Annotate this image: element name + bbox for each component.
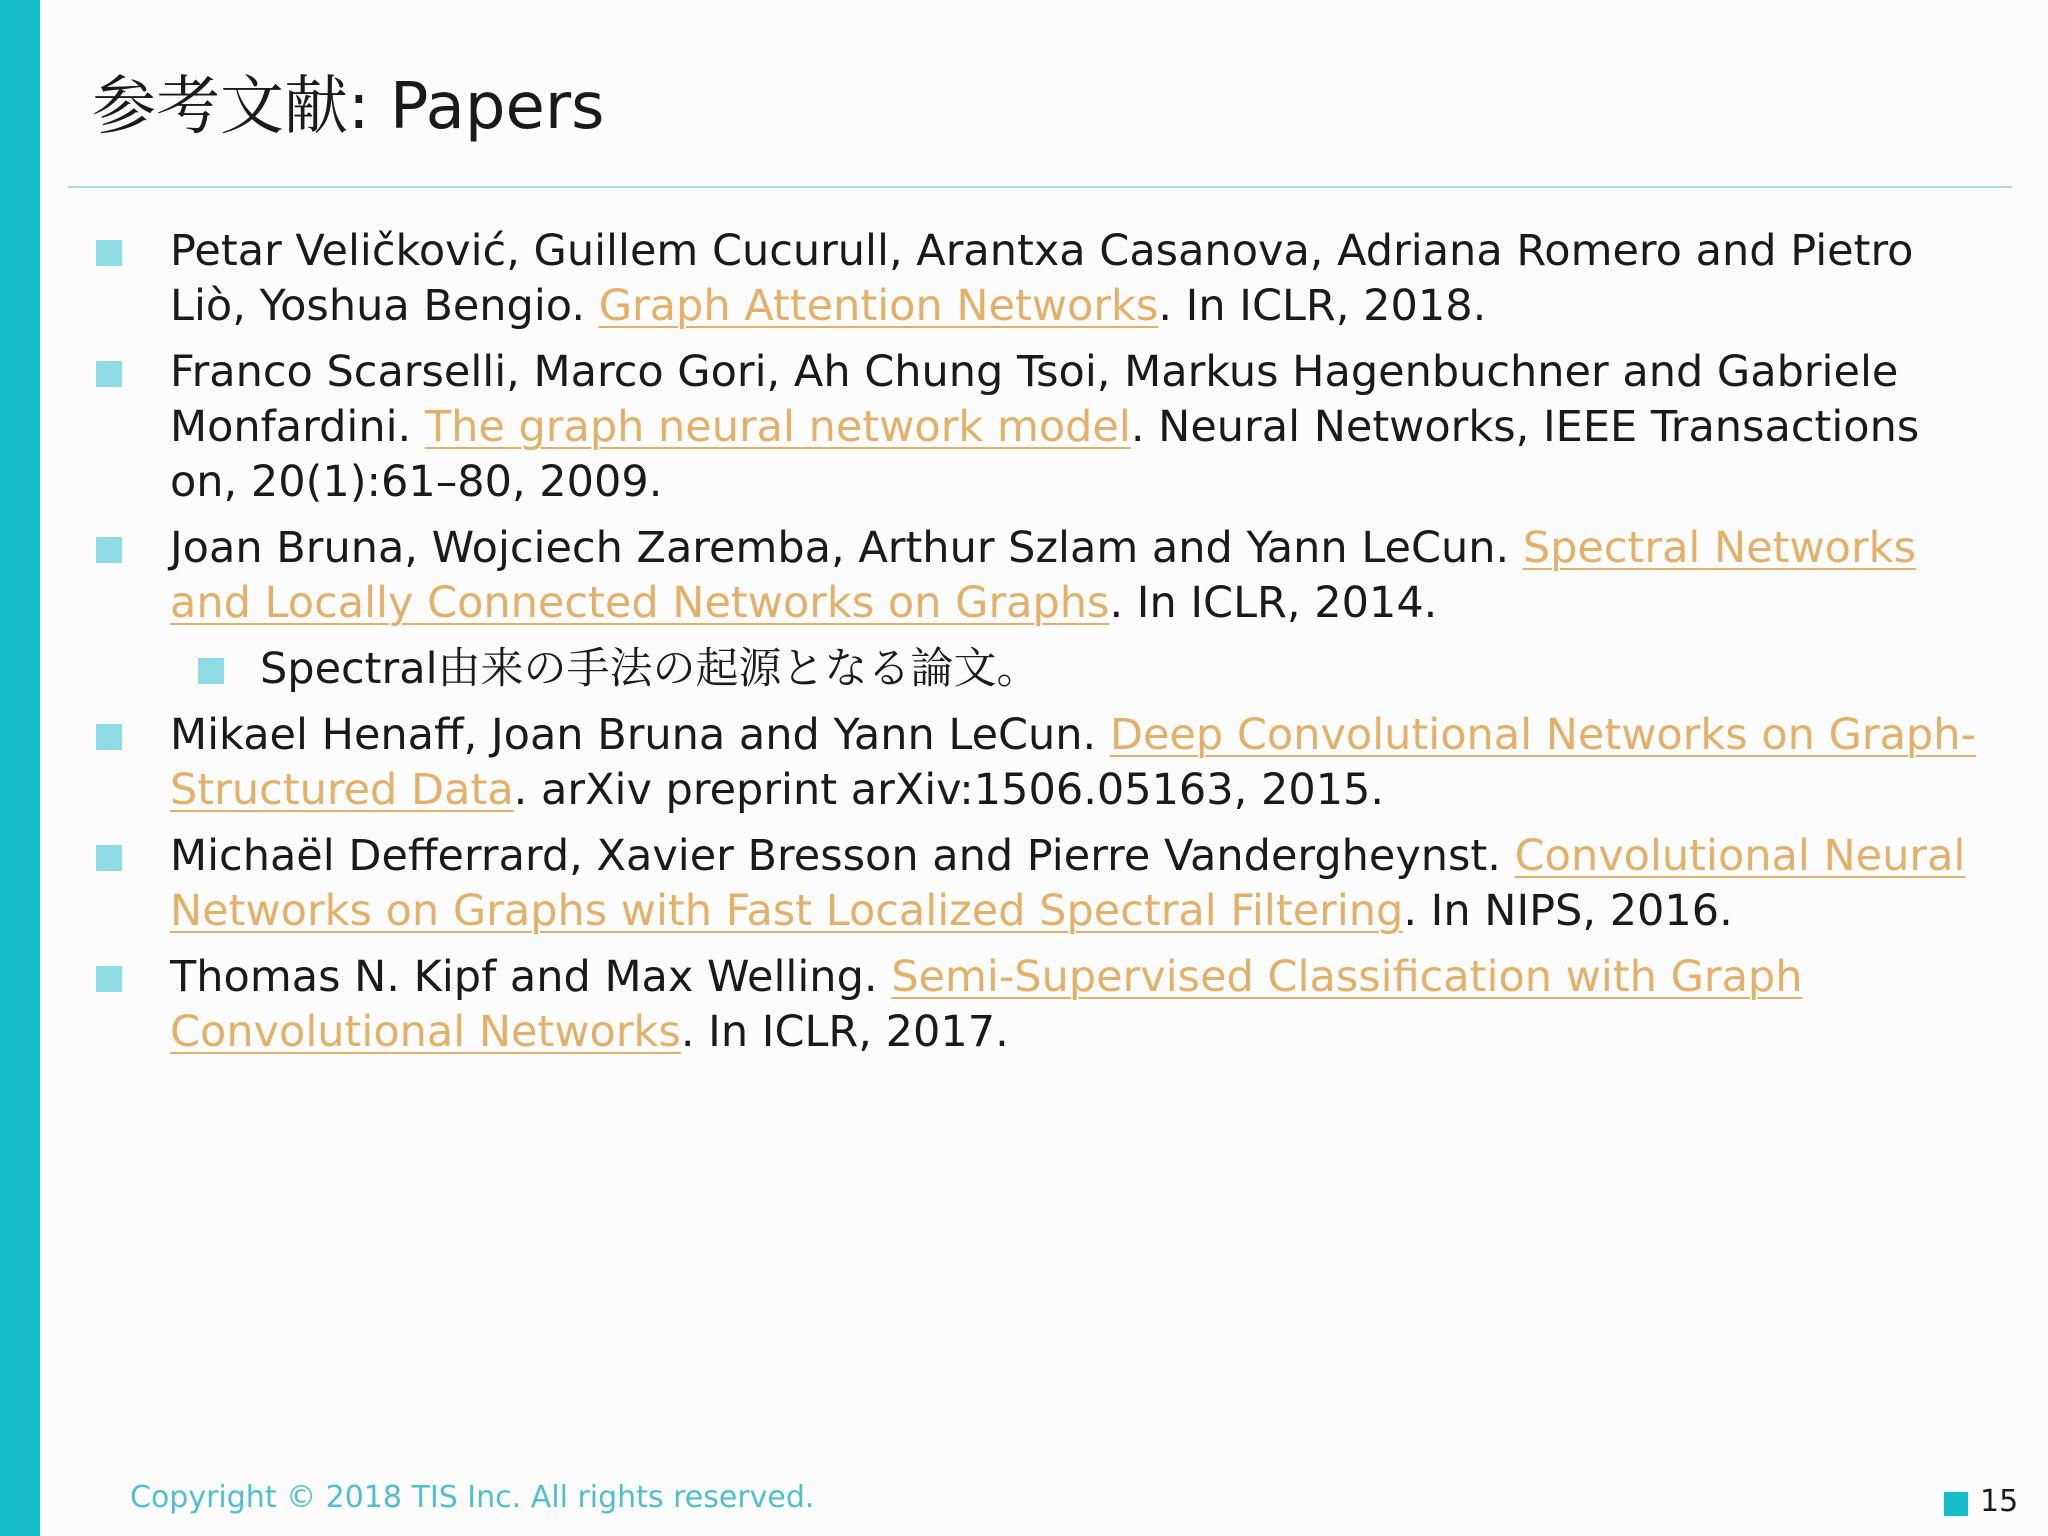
square-bullet-icon <box>96 240 122 266</box>
reference-venue: . Neural Networks, IEEE Transactions on, 20(1):61–80, 2009. <box>170 402 1920 507</box>
list-item <box>96 224 1996 334</box>
paper-link-convolutional-neural-networks-on-graphs[interactable]: Convolutional Neural Networks on Graphs with Fast Localized Spectral Filtering <box>170 831 1966 936</box>
reference-authors: Franco Scarselli, Marco Gori, Ah Chung Tsoi, Markus Hagenbuchner and Gabriele Monfardini. <box>170 347 1899 452</box>
paper-link-graph-attention-networks[interactable]: Graph Attention Networks <box>598 281 1159 331</box>
sub-note: Spectral由来の手法の起源となる論文。 <box>260 644 1040 694</box>
title-divider <box>68 186 2012 188</box>
reference-authors: Mikael Henaff, Joan Bruna and Yann LeCun. <box>170 710 1110 760</box>
reference-list <box>96 224 1996 1071</box>
page-marker-icon <box>1944 1492 1968 1516</box>
list-item <box>96 345 1996 510</box>
reference-authors: Michaël Defferrard, Xavier Bresson and Pierre Vandergheynst. <box>170 831 1515 881</box>
copyright-footer: Copyright © 2018 TIS Inc. All rights reserved. <box>130 1480 815 1515</box>
square-bullet-icon <box>96 361 122 387</box>
list-item <box>96 829 1996 939</box>
square-bullet-icon <box>96 724 122 750</box>
list-item <box>96 950 1996 1060</box>
paper-link-graph-neural-network-model[interactable]: The graph neural network model <box>424 402 1131 452</box>
list-item <box>96 708 1996 818</box>
paper-link-semi-supervised-classification[interactable]: Semi-Supervised Classification with Graph Convolutional Networks <box>170 952 1803 1057</box>
accent-side-bar <box>0 0 40 1536</box>
sub-list-item <box>96 642 1996 697</box>
reference-venue: . arXiv preprint arXiv:1506.05163, 2015. <box>513 765 1385 815</box>
page-number: 15 <box>1980 1484 2019 1519</box>
reference-venue: . In NIPS, 2016. <box>1403 886 1733 936</box>
paper-link-deep-convolutional-networks[interactable]: Deep Convolutional Networks on Graph-Structured Data <box>170 710 1977 815</box>
square-bullet-icon <box>198 658 224 684</box>
reference-authors: Joan Bruna, Wojciech Zaremba, Arthur Szlam and Yann LeCun. <box>170 523 1523 573</box>
paper-link-spectral-networks[interactable]: Spectral Networks and Locally Connected Networks on Graphs <box>170 523 1916 628</box>
list-item <box>96 521 1996 631</box>
square-bullet-icon <box>96 966 122 992</box>
reference-authors: Petar Veličković, Guillem Cucurull, Arantxa Casanova, Adriana Romero and Pietro Liò, Yoshua Bengio. <box>170 226 1914 331</box>
reference-authors: Thomas N. Kipf and Max Welling. <box>170 952 892 1002</box>
square-bullet-icon <box>96 537 122 563</box>
reference-venue: . In ICLR, 2018. <box>1158 281 1487 331</box>
reference-venue: . In ICLR, 2014. <box>1109 578 1438 628</box>
page-title: 参考文献: Papers <box>92 70 605 144</box>
reference-venue: . In ICLR, 2017. <box>680 1007 1009 1057</box>
square-bullet-icon <box>96 845 122 871</box>
